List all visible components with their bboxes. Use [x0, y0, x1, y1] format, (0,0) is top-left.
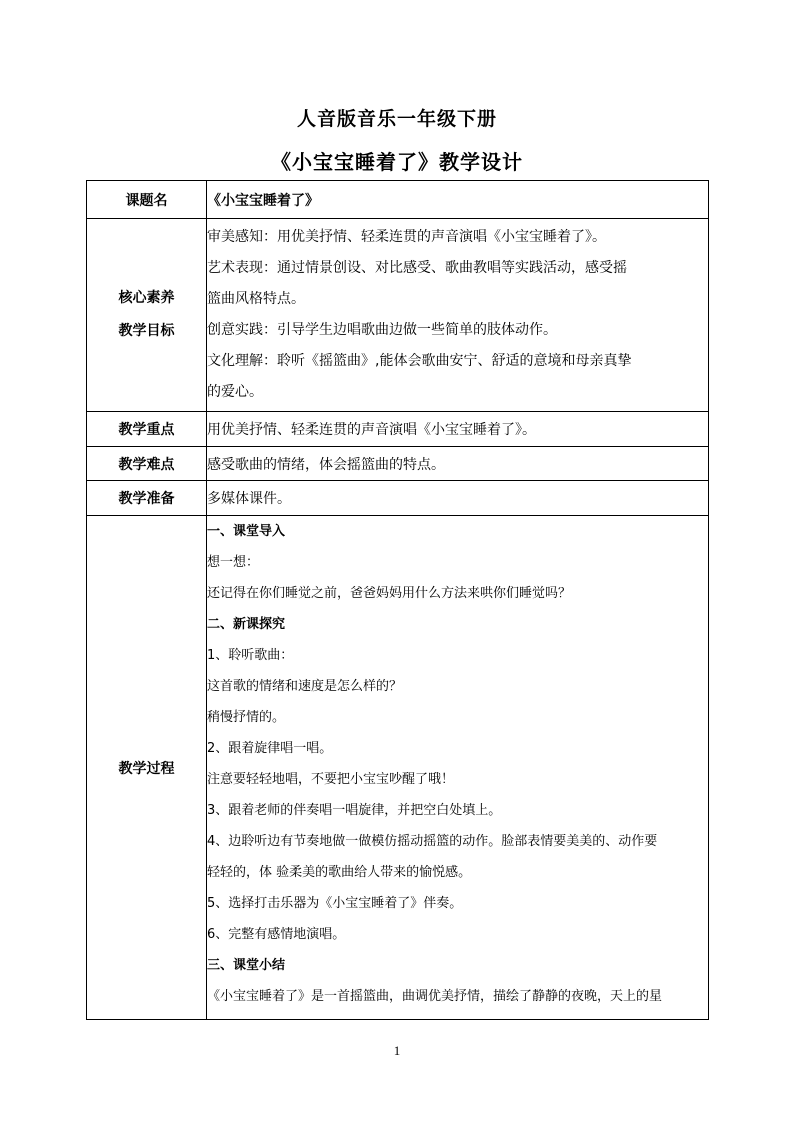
goals-line: 文化理解：聆听《摇篮曲》,能体会歌曲安宁、舒适的意境和母亲真挚 — [207, 353, 632, 369]
document-subtitle: 《小宝宝睡着了》教学设计 — [271, 150, 523, 174]
key-point-label: 教学重点 — [87, 412, 207, 447]
preparation-value: 多媒体课件。 — [207, 481, 709, 516]
process-line: 3、跟着老师的伴奏唱一唱旋律，并把空白处填上。 — [207, 803, 502, 818]
goals-label-line1: 核心素养 — [118, 290, 175, 306]
goals-line: 篮曲风格特点。 — [207, 291, 305, 307]
process-line: 4、边聆听边有节奏地做一做模仿摇动摇篮的动作。脸部表情要美美的、动作要 — [207, 834, 658, 849]
preparation-label: 教学准备 — [87, 481, 207, 516]
table-row-topic — [87, 181, 709, 219]
table-row-preparation — [87, 481, 709, 516]
table-row-process — [87, 516, 709, 1020]
goals-line: 审美感知：用优美抒情、轻柔连贯的声音演唱《小宝宝睡着了》。 — [207, 229, 606, 245]
goals-content — [207, 219, 709, 412]
process-line: 注意要轻轻地唱，不要把小宝宝吵醒了哦！ — [207, 772, 455, 787]
process-line: 三、课堂小结 — [207, 958, 286, 973]
process-line: 5、选择打击乐器为《小宝宝睡着了》伴奏。 — [207, 896, 463, 911]
process-line: 1、聆听歌曲： — [207, 648, 294, 663]
table-row-difficulty — [87, 447, 709, 481]
process-line: 一、课堂导入 — [207, 524, 286, 539]
goals-label-line2: 教学目标 — [118, 323, 175, 339]
process-line: 2、跟着旋律唱一唱。 — [207, 741, 333, 756]
process-line: 这首歌的情绪和速度是怎么样的？ — [207, 679, 403, 694]
goals-line: 的爱心。 — [207, 384, 263, 400]
table-row-key-point — [87, 412, 709, 447]
lesson-plan-table — [86, 180, 709, 1020]
topic-value: 《小宝宝睡着了》 — [207, 181, 709, 219]
topic-label: 课题名 — [87, 181, 207, 219]
document-title: 人音版音乐一年级下册 — [296, 108, 497, 130]
process-line: 轻轻的，体 验柔美的歌曲给人带来的愉悦感。 — [207, 865, 472, 880]
goals-line: 创意实践：引导学生边唱歌曲边做一些简单的肢体动作。 — [207, 322, 557, 338]
difficulty-label: 教学难点 — [87, 447, 207, 481]
process-line: 稍慢抒情的。 — [207, 710, 286, 725]
key-point-value: 用优美抒情、轻柔连贯的声音演唱《小宝宝睡着了》。 — [207, 412, 709, 447]
process-line: 6、完整有感情地演唱。 — [207, 927, 346, 942]
process-line: 二、新课探究 — [207, 617, 286, 632]
process-line: 想一想： — [207, 555, 260, 570]
process-label: 教学过程 — [87, 516, 207, 1020]
process-line: 《小宝宝睡着了》是一首摇篮曲，曲调优美抒情，描绘了静静的夜晚，天上的星 — [207, 989, 663, 1004]
page-number: 1 — [393, 1043, 401, 1058]
table-row-goals — [87, 219, 709, 412]
process-line: 还记得在你们睡觉之前，爸爸妈妈用什么方法来哄你们睡觉吗？ — [207, 586, 572, 601]
process-content — [207, 516, 709, 1020]
goals-label — [87, 219, 207, 412]
goals-line: 艺术表现：通过情景创设、对比感受、歌曲教唱等实践活动，感受摇 — [207, 260, 627, 276]
difficulty-value: 感受歌曲的情绪，体会摇篮曲的特点。 — [207, 447, 709, 481]
